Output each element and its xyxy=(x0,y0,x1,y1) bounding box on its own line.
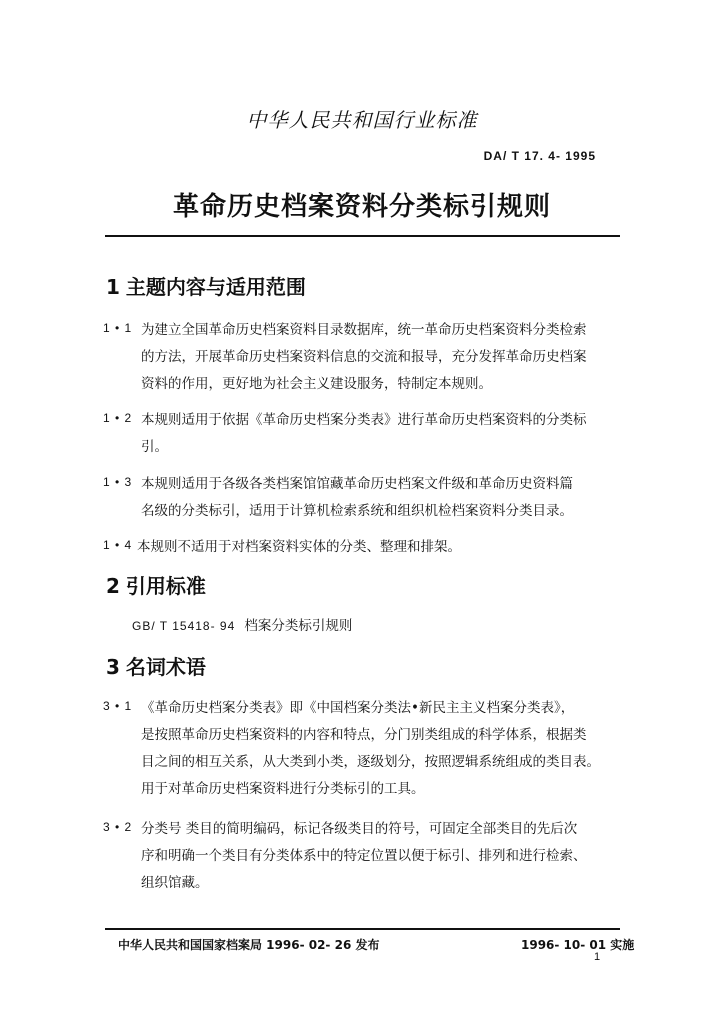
clause-line: 引。 xyxy=(141,439,168,455)
clause-line: 《革命历史档案分类表》即《中国档案分类法•新民主主义档案分类表》， xyxy=(141,700,575,716)
section-heading-2 xyxy=(106,570,206,599)
section-title: 主题内容与适用范围 xyxy=(125,275,306,299)
footer-divider xyxy=(105,928,620,930)
section-title: 名词术语 xyxy=(125,655,206,679)
title-divider xyxy=(105,235,620,237)
page-number: 1 xyxy=(594,951,601,963)
clause-number: 3 • 1 xyxy=(103,699,133,713)
clause-line: 序和明确一个类目有分类体系中的特定位置以便于标引、排列和进行检索、 xyxy=(141,848,587,864)
clause-line: 为建立全国革命历史档案资料目录数据库，统一革命历史档案资料分类检索 xyxy=(141,322,587,338)
section-heading-1 xyxy=(106,271,306,300)
clause-number: 1 • 2 xyxy=(103,411,133,425)
clause-number: 3 • 2 xyxy=(103,820,133,834)
document-title: 革命历史档案资料分类标引规则 xyxy=(172,192,551,222)
reference-code: GB/ T 15418- 94 xyxy=(132,619,236,633)
section-number: 2 xyxy=(106,574,120,598)
clause-number: 1 • 4 xyxy=(103,538,133,552)
section-heading-3 xyxy=(106,651,206,680)
effective-info: 1996- 10- 01 实施 xyxy=(521,938,635,952)
clause-line: 本规则不适用于对档案资料实体的分类、整理和排架。 xyxy=(137,539,461,555)
reference-entry xyxy=(132,614,352,634)
clause-line: 组织馆藏。 xyxy=(141,875,209,891)
section-number: 3 xyxy=(106,655,120,679)
clause-line: 本规则适用于各级各类档案馆馆藏革命历史档案文件级和革命历史资料篇 xyxy=(141,476,573,492)
section-title: 引用标准 xyxy=(125,574,206,598)
document-code: DA/ T 17. 4- 1995 xyxy=(483,149,596,163)
clause-line: 名级的分类标引，适用于计算机检索系统和组织机检档案资料分类目录。 xyxy=(141,503,573,519)
clause-line: 的方法，开展革命历史档案资料信息的交流和报导，充分发挥革命历史档案 xyxy=(141,349,587,365)
clause-line: 本规则适用于依据《革命历史档案分类表》进行革命历史档案资料的分类标 xyxy=(141,412,587,428)
clause-line: 资料的作用，更好地为社会主义建设服务，特制定本规则。 xyxy=(141,376,492,392)
clause-line: 用于对革命历史档案资料进行分类标引的工具。 xyxy=(141,781,425,797)
clause-line: 目之间的相互关系，从大类到小类，逐级划分，按照逻辑系统组成的类目表。 xyxy=(141,754,600,770)
standard-category: 中华人民共和国行业标准 xyxy=(246,108,478,132)
clause-number: 1 • 1 xyxy=(103,321,133,335)
clause-line: 是按照革命历史档案资料的内容和特点，分门别类组成的科学体系，根据类 xyxy=(141,727,587,743)
clause-number: 1 • 3 xyxy=(103,475,133,489)
clause-line: 分类号 类目的简明编码，标记各级类目的符号，可固定全部类目的先后次 xyxy=(141,821,578,837)
section-number: 1 xyxy=(106,275,120,299)
issue-info: 中华人民共和国国家档案局 1996- 02- 26 发布 xyxy=(118,938,380,952)
reference-name: 档案分类标引规则 xyxy=(244,618,353,634)
